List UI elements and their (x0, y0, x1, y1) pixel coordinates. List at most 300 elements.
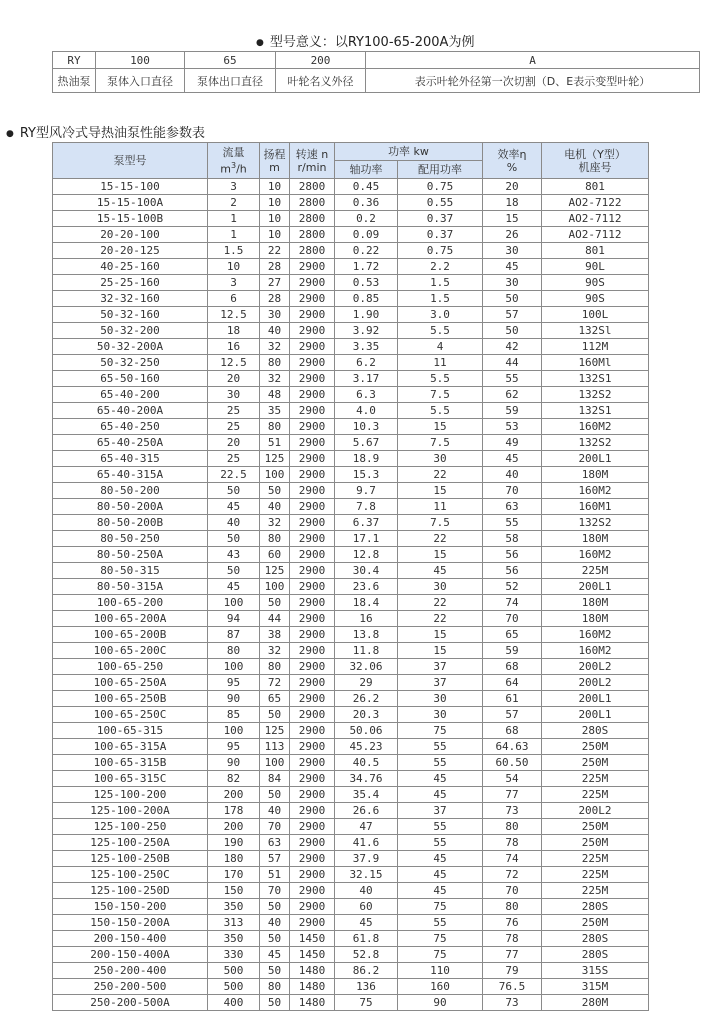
cell-head: 100 (260, 579, 290, 595)
cell-model: 20-20-125 (53, 243, 208, 259)
cell-matched-power: 1.5 (398, 291, 483, 307)
cell-matched-power: 30 (398, 451, 483, 467)
cell-matched-power: 37 (398, 659, 483, 675)
model-code-cell: 200 (276, 52, 366, 69)
cell-speed: 2900 (290, 499, 335, 515)
cell-motor-frame: 200L1 (542, 691, 649, 707)
table-row (53, 947, 649, 963)
cell-model: 100-65-250A (53, 675, 208, 691)
cell-head: 50 (260, 899, 290, 915)
cell-shaft-power: 40.5 (335, 755, 398, 771)
table-row (53, 627, 649, 643)
header-model: 泵型号 (53, 143, 208, 179)
cell-flow: 94 (208, 611, 260, 627)
cell-flow: 400 (208, 995, 260, 1011)
cell-efficiency: 26 (483, 227, 542, 243)
cell-flow: 150 (208, 883, 260, 899)
cell-efficiency: 64 (483, 675, 542, 691)
cell-head: 38 (260, 627, 290, 643)
cell-matched-power: 15 (398, 483, 483, 499)
cell-head: 60 (260, 547, 290, 563)
model-code-cell: 100 (96, 52, 185, 69)
cell-speed: 2900 (290, 707, 335, 723)
cell-model: 65-40-315A (53, 467, 208, 483)
cell-flow: 3 (208, 179, 260, 195)
cell-shaft-power: 5.67 (335, 435, 398, 451)
cell-head: 65 (260, 691, 290, 707)
cell-matched-power: 30 (398, 691, 483, 707)
cell-shaft-power: 11.8 (335, 643, 398, 659)
cell-flow: 200 (208, 819, 260, 835)
cell-model: 100-65-315A (53, 739, 208, 755)
cell-flow: 10 (208, 259, 260, 275)
cell-motor-frame: 180M (542, 595, 649, 611)
table-row (53, 675, 649, 691)
cell-speed: 2900 (290, 579, 335, 595)
cell-shaft-power: 3.17 (335, 371, 398, 387)
cell-matched-power: 5.5 (398, 403, 483, 419)
cell-model: 32-32-160 (53, 291, 208, 307)
cell-head: 84 (260, 771, 290, 787)
cell-model: 100-65-200 (53, 595, 208, 611)
cell-shaft-power: 15.3 (335, 467, 398, 483)
cell-model: 250-200-400 (53, 963, 208, 979)
cell-motor-frame: 200L2 (542, 659, 649, 675)
cell-model: 15-15-100B (53, 211, 208, 227)
cell-shaft-power: 47 (335, 819, 398, 835)
cell-motor-frame: 280S (542, 947, 649, 963)
cell-model: 50-32-250 (53, 355, 208, 371)
cell-motor-frame: 160M2 (542, 627, 649, 643)
cell-matched-power: 55 (398, 835, 483, 851)
cell-flow: 170 (208, 867, 260, 883)
cell-shaft-power: 17.1 (335, 531, 398, 547)
cell-flow: 12.5 (208, 307, 260, 323)
cell-head: 28 (260, 259, 290, 275)
cell-head: 32 (260, 339, 290, 355)
cell-motor-frame: 90L (542, 259, 649, 275)
cell-shaft-power: 32.15 (335, 867, 398, 883)
cell-shaft-power: 0.45 (335, 179, 398, 195)
cell-matched-power: 3.0 (398, 307, 483, 323)
cell-shaft-power: 34.76 (335, 771, 398, 787)
cell-speed: 2900 (290, 467, 335, 483)
header-motor: 电机（Y型） 机座号 (542, 143, 649, 179)
cell-shaft-power: 3.35 (335, 339, 398, 355)
table-row (53, 771, 649, 787)
cell-speed: 2900 (290, 339, 335, 355)
cell-model: 100-65-250 (53, 659, 208, 675)
cell-shaft-power: 10.3 (335, 419, 398, 435)
cell-matched-power: 55 (398, 739, 483, 755)
table-row (53, 419, 649, 435)
cell-speed: 2900 (290, 899, 335, 915)
cell-motor-frame: 225M (542, 563, 649, 579)
cell-matched-power: 0.75 (398, 179, 483, 195)
cell-efficiency: 54 (483, 771, 542, 787)
cell-speed: 2900 (290, 323, 335, 339)
cell-matched-power: 0.37 (398, 211, 483, 227)
cell-model: 65-40-250A (53, 435, 208, 451)
cell-efficiency: 55 (483, 515, 542, 531)
cell-speed: 2900 (290, 771, 335, 787)
cell-head: 10 (260, 195, 290, 211)
cell-efficiency: 77 (483, 787, 542, 803)
cell-model: 100-65-250C (53, 707, 208, 723)
cell-efficiency: 76.5 (483, 979, 542, 995)
cell-speed: 2900 (290, 259, 335, 275)
cell-matched-power: 37 (398, 675, 483, 691)
cell-flow: 178 (208, 803, 260, 819)
cell-matched-power: 110 (398, 963, 483, 979)
cell-motor-frame: 132S2 (542, 387, 649, 403)
cell-flow: 100 (208, 723, 260, 739)
table-row (53, 787, 649, 803)
cell-head: 10 (260, 227, 290, 243)
cell-head: 50 (260, 707, 290, 723)
cell-head: 72 (260, 675, 290, 691)
cell-motor-frame: 90S (542, 275, 649, 291)
cell-head: 51 (260, 435, 290, 451)
cell-model: 150-150-200 (53, 899, 208, 915)
model-meaning-title (256, 31, 474, 50)
cell-efficiency: 57 (483, 707, 542, 723)
cell-efficiency: 63 (483, 499, 542, 515)
cell-shaft-power: 32.06 (335, 659, 398, 675)
cell-speed: 1480 (290, 979, 335, 995)
table-row (53, 515, 649, 531)
cell-matched-power: 4 (398, 339, 483, 355)
cell-shaft-power: 45.23 (335, 739, 398, 755)
cell-efficiency: 53 (483, 419, 542, 435)
cell-head: 32 (260, 371, 290, 387)
cell-speed: 2900 (290, 355, 335, 371)
cell-motor-frame: 225M (542, 771, 649, 787)
cell-efficiency: 50 (483, 291, 542, 307)
cell-flow: 1.5 (208, 243, 260, 259)
cell-model: 100-65-200A (53, 611, 208, 627)
cell-head: 40 (260, 803, 290, 819)
cell-shaft-power: 13.8 (335, 627, 398, 643)
cell-flow: 1 (208, 227, 260, 243)
cell-matched-power: 45 (398, 787, 483, 803)
table-row (53, 963, 649, 979)
cell-speed: 2900 (290, 291, 335, 307)
cell-model: 100-65-200C (53, 643, 208, 659)
cell-motor-frame: 132S1 (542, 403, 649, 419)
cell-motor-frame: 112M (542, 339, 649, 355)
cell-shaft-power: 23.6 (335, 579, 398, 595)
table-row (53, 371, 649, 387)
cell-shaft-power: 37.9 (335, 851, 398, 867)
cell-motor-frame: 315M (542, 979, 649, 995)
cell-motor-frame: 180M (542, 467, 649, 483)
cell-speed: 2800 (290, 179, 335, 195)
cell-efficiency: 74 (483, 851, 542, 867)
cell-matched-power: 45 (398, 771, 483, 787)
model-code-cell: A (366, 52, 700, 69)
cell-speed: 2900 (290, 803, 335, 819)
cell-speed: 1450 (290, 947, 335, 963)
cell-model: 20-20-100 (53, 227, 208, 243)
cell-head: 113 (260, 739, 290, 755)
cell-shaft-power: 12.8 (335, 547, 398, 563)
cell-flow: 2 (208, 195, 260, 211)
cell-flow: 6 (208, 291, 260, 307)
cell-head: 100 (260, 467, 290, 483)
cell-motor-frame: 250M (542, 819, 649, 835)
table-row (53, 643, 649, 659)
cell-speed: 2900 (290, 675, 335, 691)
table-row (53, 867, 649, 883)
cell-shaft-power: 60 (335, 899, 398, 915)
model-meaning-cell: 热油泵 (53, 69, 96, 93)
cell-head: 125 (260, 451, 290, 467)
cell-speed: 2900 (290, 275, 335, 291)
cell-matched-power: 55 (398, 819, 483, 835)
table-row (53, 307, 649, 323)
cell-flow: 50 (208, 531, 260, 547)
cell-flow: 80 (208, 643, 260, 659)
cell-matched-power: 30 (398, 707, 483, 723)
cell-shaft-power: 136 (335, 979, 398, 995)
cell-model: 100-65-315 (53, 723, 208, 739)
cell-flow: 22.5 (208, 467, 260, 483)
perf-table-title (6, 122, 205, 141)
cell-head: 50 (260, 483, 290, 499)
cell-matched-power: 15 (398, 627, 483, 643)
header-power: 功率 kw (335, 143, 483, 161)
cell-speed: 2800 (290, 211, 335, 227)
perf-header-row-1 (53, 143, 649, 161)
cell-flow: 18 (208, 323, 260, 339)
cell-motor-frame: 160M1 (542, 499, 649, 515)
cell-speed: 2900 (290, 403, 335, 419)
cell-model: 250-200-500 (53, 979, 208, 995)
cell-head: 125 (260, 723, 290, 739)
cell-flow: 350 (208, 899, 260, 915)
cell-model: 250-200-500A (53, 995, 208, 1011)
cell-efficiency: 73 (483, 995, 542, 1011)
cell-speed: 2900 (290, 819, 335, 835)
cell-motor-frame: 280S (542, 931, 649, 947)
cell-efficiency: 59 (483, 643, 542, 659)
cell-flow: 190 (208, 835, 260, 851)
cell-speed: 2900 (290, 371, 335, 387)
cell-matched-power: 75 (398, 899, 483, 915)
cell-speed: 2900 (290, 739, 335, 755)
cell-speed: 2900 (290, 611, 335, 627)
cell-model: 125-100-250D (53, 883, 208, 899)
cell-matched-power: 22 (398, 611, 483, 627)
table-row (53, 499, 649, 515)
table-row (53, 291, 649, 307)
cell-motor-frame: 200L2 (542, 803, 649, 819)
cell-shaft-power: 9.7 (335, 483, 398, 499)
bullet-icon: ● (6, 129, 14, 139)
cell-shaft-power: 6.3 (335, 387, 398, 403)
cell-speed: 1450 (290, 931, 335, 947)
cell-model: 200-150-400 (53, 931, 208, 947)
cell-speed: 2900 (290, 563, 335, 579)
cell-shaft-power: 0.22 (335, 243, 398, 259)
cell-matched-power: 0.55 (398, 195, 483, 211)
cell-efficiency: 76 (483, 915, 542, 931)
cell-model: 50-32-200A (53, 339, 208, 355)
table-row (53, 595, 649, 611)
cell-efficiency: 74 (483, 595, 542, 611)
cell-flow: 500 (208, 963, 260, 979)
cell-head: 70 (260, 819, 290, 835)
cell-speed: 2900 (290, 451, 335, 467)
cell-flow: 330 (208, 947, 260, 963)
table-row (53, 851, 649, 867)
header-efficiency: 效率η % (483, 143, 542, 179)
cell-efficiency: 79 (483, 963, 542, 979)
cell-flow: 20 (208, 435, 260, 451)
cell-speed: 2900 (290, 387, 335, 403)
table-row (53, 579, 649, 595)
cell-shaft-power: 61.8 (335, 931, 398, 947)
cell-motor-frame: 250M (542, 835, 649, 851)
cell-efficiency: 40 (483, 467, 542, 483)
cell-shaft-power: 1.90 (335, 307, 398, 323)
cell-shaft-power: 75 (335, 995, 398, 1011)
cell-matched-power: 15 (398, 643, 483, 659)
cell-flow: 25 (208, 419, 260, 435)
cell-shaft-power: 86.2 (335, 963, 398, 979)
cell-speed: 2900 (290, 835, 335, 851)
cell-head: 30 (260, 307, 290, 323)
cell-motor-frame: 200L1 (542, 579, 649, 595)
cell-model: 80-50-250A (53, 547, 208, 563)
cell-speed: 2900 (290, 627, 335, 643)
cell-shaft-power: 45 (335, 915, 398, 931)
cell-model: 65-40-200A (53, 403, 208, 419)
cell-motor-frame: 160M2 (542, 419, 649, 435)
cell-model: 65-40-315 (53, 451, 208, 467)
cell-shaft-power: 0.36 (335, 195, 398, 211)
cell-matched-power: 11 (398, 355, 483, 371)
performance-table-body (53, 179, 649, 1011)
model-meaning-table (52, 51, 700, 93)
cell-flow: 43 (208, 547, 260, 563)
cell-flow: 16 (208, 339, 260, 355)
cell-speed: 2900 (290, 883, 335, 899)
cell-matched-power: 37 (398, 803, 483, 819)
model-meaning-row (53, 69, 700, 93)
table-row (53, 707, 649, 723)
table-row (53, 883, 649, 899)
cell-efficiency: 57 (483, 307, 542, 323)
cell-motor-frame: AO2-7112 (542, 227, 649, 243)
cell-shaft-power: 50.06 (335, 723, 398, 739)
cell-speed: 2900 (290, 915, 335, 931)
cell-head: 27 (260, 275, 290, 291)
table-row (53, 659, 649, 675)
cell-matched-power: 22 (398, 467, 483, 483)
cell-motor-frame: 280S (542, 899, 649, 915)
cell-flow: 90 (208, 691, 260, 707)
cell-model: 125-100-250A (53, 835, 208, 851)
cell-shaft-power: 26.2 (335, 691, 398, 707)
cell-speed: 2900 (290, 307, 335, 323)
cell-flow: 200 (208, 787, 260, 803)
cell-model: 125-100-250B (53, 851, 208, 867)
header-speed: 转速 n r/min (290, 143, 335, 179)
cell-flow: 350 (208, 931, 260, 947)
cell-motor-frame: 250M (542, 915, 649, 931)
cell-matched-power: 7.5 (398, 515, 483, 531)
cell-motor-frame: 180M (542, 611, 649, 627)
cell-model: 125-100-200 (53, 787, 208, 803)
cell-shaft-power: 29 (335, 675, 398, 691)
cell-shaft-power: 3.92 (335, 323, 398, 339)
cell-speed: 2800 (290, 227, 335, 243)
cell-head: 50 (260, 595, 290, 611)
cell-model: 125-100-250 (53, 819, 208, 835)
cell-shaft-power: 6.37 (335, 515, 398, 531)
table-row (53, 355, 649, 371)
cell-motor-frame: 225M (542, 851, 649, 867)
cell-matched-power: 11 (398, 499, 483, 515)
model-meaning-title-text: 型号意义：以RY100-65-200A为例 (269, 35, 475, 50)
cell-efficiency: 45 (483, 259, 542, 275)
cell-efficiency: 50 (483, 323, 542, 339)
cell-head: 80 (260, 659, 290, 675)
cell-efficiency: 44 (483, 355, 542, 371)
cell-speed: 2900 (290, 867, 335, 883)
cell-head: 80 (260, 419, 290, 435)
cell-head: 80 (260, 355, 290, 371)
cell-head: 100 (260, 755, 290, 771)
cell-flow: 100 (208, 659, 260, 675)
table-row (53, 979, 649, 995)
cell-head: 45 (260, 947, 290, 963)
cell-head: 50 (260, 931, 290, 947)
cell-head: 50 (260, 995, 290, 1011)
cell-model: 50-32-160 (53, 307, 208, 323)
cell-matched-power: 55 (398, 915, 483, 931)
cell-efficiency: 18 (483, 195, 542, 211)
table-row (53, 691, 649, 707)
cell-motor-frame: 280M (542, 995, 649, 1011)
cell-efficiency: 80 (483, 819, 542, 835)
cell-flow: 12.5 (208, 355, 260, 371)
cell-motor-frame: 225M (542, 787, 649, 803)
cell-efficiency: 55 (483, 371, 542, 387)
cell-model: 40-25-160 (53, 259, 208, 275)
cell-shaft-power: 18.9 (335, 451, 398, 467)
cell-speed: 2900 (290, 755, 335, 771)
cell-motor-frame: 280S (542, 723, 649, 739)
cell-speed: 2900 (290, 851, 335, 867)
cell-matched-power: 7.5 (398, 435, 483, 451)
cell-model: 80-50-200A (53, 499, 208, 515)
cell-efficiency: 77 (483, 947, 542, 963)
cell-efficiency: 58 (483, 531, 542, 547)
cell-matched-power: 75 (398, 931, 483, 947)
cell-model: 200-150-400A (53, 947, 208, 963)
table-row (53, 723, 649, 739)
cell-speed: 1480 (290, 963, 335, 979)
table-row (53, 931, 649, 947)
table-row (53, 739, 649, 755)
table-row (53, 451, 649, 467)
cell-shaft-power: 6.2 (335, 355, 398, 371)
cell-head: 80 (260, 531, 290, 547)
cell-motor-frame: 132S2 (542, 515, 649, 531)
